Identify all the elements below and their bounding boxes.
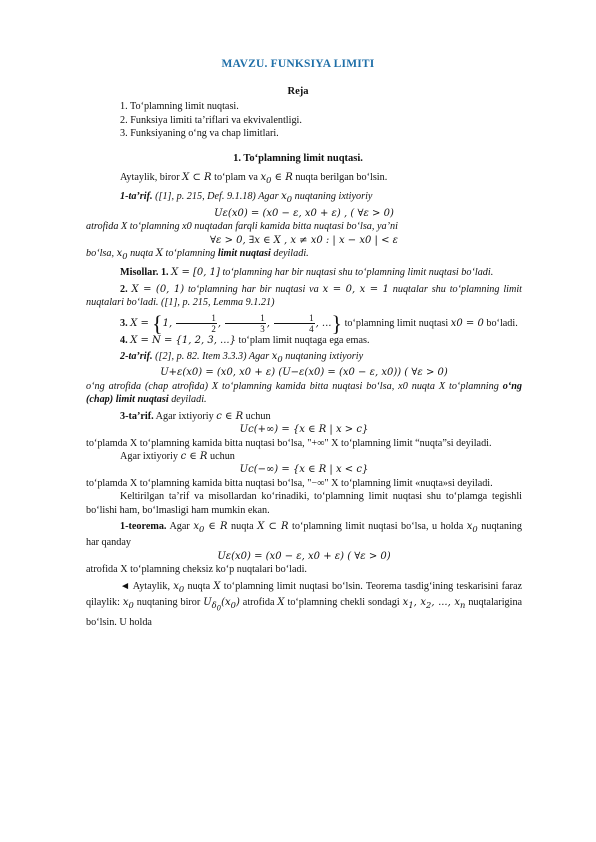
- formula: Uc(−∞) = {x ∈ R | x < c}: [239, 464, 369, 476]
- paragraph: to‘plamda X to‘plamning kamida bitta nuqtasi bo‘lsa, "−∞" X to‘plamning limit «nuqta»si deyiladi.: [86, 477, 493, 489]
- proof: ◄ Aytaylik, $x_0$ nuqta X to‘plamning limit nuqtasi bo‘lsin. Teorema tasdig‘ining teskarisini faraz qilaylik: $x_0$ nuqtaning biror $U_{\delta_0}(x_0)$ atrofida X to‘plamning chekli sondagi $x_1$, $x_2$, ..., $x_n$ nuqtalarigina bo‘lsin. U holda: [86, 580, 523, 629]
- definition-1: 1-ta’rif. ([1], p. 215, Def. 9.1.18) Agar $x_0$ nuqtaning ixtiyoriy: [120, 191, 373, 205]
- theorem-1: 1-teorema. Agar $x_0$ ∈ R nuqta X ⊂ R to‘plamning limit nuqtasi bo‘lsa, u holda $x_0$ nuqtaning har qanday: [86, 520, 522, 549]
- paragraph: to‘plamda X to‘plamning kamida bitta nuqtasi bo‘lsa, "+∞" X to‘plamning limit “nuqta”si deyiladi.: [86, 437, 492, 449]
- plan-heading: Reja: [287, 86, 309, 97]
- formula: U+ε(x0) = (x0, x0 + ε) (U−ε(x0) = (x0 − ε, x0)) ( ∀ε > 0): [160, 367, 448, 379]
- section-title: 1. To‘plamning limit nuqtasi.: [233, 153, 363, 164]
- paragraph: Agar ixtiyoriy c ∈ R uchun: [120, 450, 235, 462]
- paragraph: atrofida X to‘plamning x0 nuqtadan farqli kamida bitta nuqtasi bo‘lsa, ya’ni: [86, 221, 398, 233]
- paragraph: bo‘lsa, $x_0$ nuqta X to‘plamning limit nuqtasi deyiladi.: [86, 248, 309, 262]
- example-2: 2. X = (0, 1) to‘plamning har bir nuqtasi va x = 0, x = 1 nuqtalar shu to‘plamning limit nuqtalari bo‘ladi. ([1], p. 215, Lemma 9.1.21): [86, 283, 523, 309]
- example-4: 4. X = N = {1, 2, 3, ...} to‘plam limit nuqtaga ega emas.: [120, 334, 370, 346]
- paragraph: o‘ng atrofida (chap atrofida) X to‘plamning kamida bitta nuqtasi bo‘lsa, x0 nuqta X to‘plamning o‘ng (chap) limit nuqtasi deyiladi.: [86, 380, 522, 406]
- formula: ∀ε > 0, ∃x ∈ X , x ≠ x0 : | x − x0 | < ε: [209, 234, 399, 246]
- formula: Uε(x0) = (x0 − ε, x0 + ε) ( ∀ε > 0): [217, 550, 391, 562]
- definition-3: 3-ta’rif. Agar ixtiyoriy c ∈ R uchun: [120, 410, 271, 422]
- plan-item: 3. Funksiyaning o‘ng va chap limitlari.: [120, 128, 279, 139]
- formula: Uε(x0) = (x0 − ε, x0 + ε) , ( ∀ε > 0): [214, 207, 394, 219]
- remark: Keltirilgan ta’rif va misollardan ko‘rinadiki, to‘plamning limit nuqtasi shu to‘plamga tegishli bo‘lishi ham, bo‘lmasligi ham mumkin ekan.: [86, 491, 522, 516]
- formula: Uc(+∞) = {x ∈ R | x > c}: [239, 424, 369, 436]
- document-body: [86, 171, 522, 629]
- example-1: Misollar. 1. X = [0, 1] to‘plamning har bir nuqtasi shu to‘plamning limit nuqtasi bo‘ladi.: [120, 267, 494, 279]
- definition-2: 2-ta’rif. ([2], p. 82. Item 3.3.3) Agar $x_0$ nuqtaning ixtiyoriy: [120, 351, 364, 365]
- plan-item: 2. Funksiya limiti ta’riflari va ekvivalentligi.: [120, 114, 302, 126]
- paragraph: atrofida X to‘plamning cheksiz ko‘p nuqtalari bo‘ladi.: [86, 564, 307, 576]
- plan-item: 1. To‘plamning limit nuqtasi.: [120, 101, 239, 112]
- plan-list: [120, 100, 302, 141]
- paragraph: Aytaylik, biror X ⊂ R to‘plam va $x_0$ ∈ R nuqta berilgan bo‘lsin.: [120, 172, 388, 185]
- example-3: 3. X = {1, $\frac{1}{2}$ , $\frac{1}{3}$ , $\frac{1}{4}$ , ...} to‘plamning limit nuqtasi x0 = 0 bo‘ladi.: [120, 310, 518, 336]
- page-title: MAVZU. FUNKSIYA LIMITI: [221, 58, 375, 70]
